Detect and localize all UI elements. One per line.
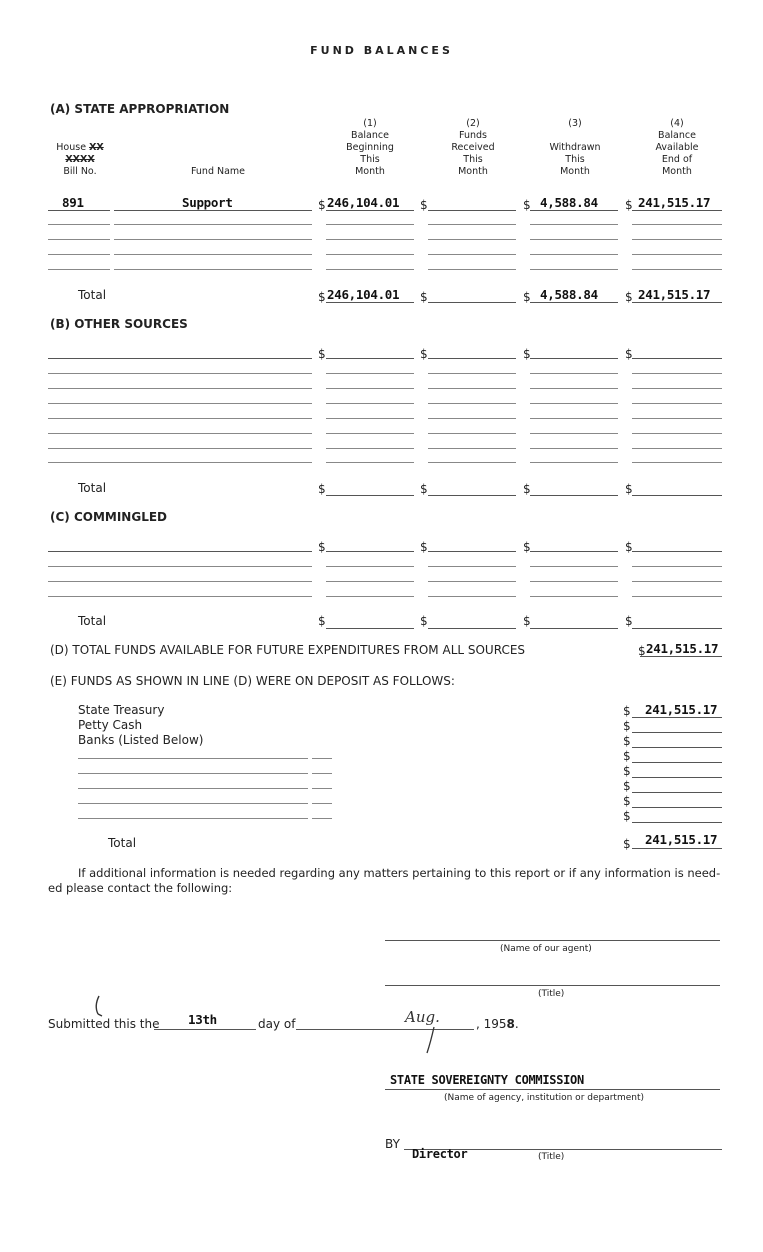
col4-dollar-sign: $ [625,198,633,212]
section-b-total-label: Total [78,481,107,495]
deposit-total-value: 241,515.17 [645,832,718,847]
col1-l3: This [360,154,380,165]
col1-l1: Balance [351,130,389,141]
deposit-dollar-4: $ [623,749,631,763]
col3-l3: Month [560,166,590,177]
agency-line [385,1089,720,1090]
page-title: FUND BALANCES [310,44,453,57]
deposit-dollar-5: $ [623,764,631,778]
col4-header [637,118,717,178]
col2-dollar-sign: $ [420,198,428,212]
col3-dollar-sign: $ [523,198,531,212]
submitted-month-line [296,1029,474,1030]
line-d-label: (D) TOTAL FUNDS AVAILABLE FOR FUTURE EXPENDITURES FROM ALL SOURCES [50,643,526,657]
state-treasury-label: State Treasury [78,703,165,717]
col2-l1: Funds [459,130,487,141]
section-c-total-label: Total [78,614,107,628]
row-col4-value: 241,515.17 [638,195,711,210]
pen-mark-icon [90,994,106,1020]
c-col1-dollar: $ [318,540,326,554]
col3-header [535,118,615,178]
section-a-heading: (A) STATE APPROPRIATION [50,102,230,116]
by-title-value: Director [412,1147,468,1161]
total-a-col1-value: 246,104.01 [327,287,400,302]
info-text-line-2: ed please contact the following: [48,881,233,895]
by-label: BY [385,1137,400,1151]
deposit-dollar-7: $ [623,794,631,808]
by-title-caption: (Title) [538,1152,565,1162]
line-e-label: (E) FUNDS AS SHOWN IN LINE (D) WERE ON DEPOSIT AS FOLLOWS: [50,674,455,688]
b-col4-dollar: $ [625,347,633,361]
bill-no-header [50,142,110,178]
b-col1-dollar: $ [318,347,326,361]
b-col2-dollar: $ [420,347,428,361]
b-total-col1-dollar: $ [318,482,326,496]
b-total-col3-dollar: $ [523,482,531,496]
bill-header-label: Bill No. [63,166,97,177]
c-col4-dollar: $ [625,540,633,554]
total-a-col3-value: 4,588.84 [540,287,598,302]
col2-header [433,118,513,178]
col4-l3: End of [661,154,693,165]
col3-l2: This [565,154,585,165]
agent-name-line [385,940,720,941]
col2-num: (2) [466,118,480,129]
fund-name-value: Support [182,195,233,210]
total-a-col4-value: 241,515.17 [638,287,711,302]
section-b-heading: (B) OTHER SOURCES [50,317,188,331]
total-a-col1-dollar: $ [318,290,326,304]
deposit-dollar-2: $ [623,719,631,733]
line-d-dollar: $ [638,644,646,658]
c-col2-dollar: $ [420,540,428,554]
section-a-total-label: Total [78,288,107,302]
row-col3-value: 4,588.84 [540,195,598,210]
agency-name: STATE SOVEREIGNTY COMMISSION [390,1073,584,1087]
col4-l2: Available [655,142,699,153]
submitted-year-prefix: 195 [483,1017,507,1031]
bill-header-strike-2: XXXX [65,154,95,165]
fund-name-header: Fund Name [190,166,246,177]
col1-l4: Month [355,166,385,177]
deposit-dollar-3: $ [623,734,631,748]
total-a-col3-dollar: $ [523,290,531,304]
deposit-total-underline [632,848,722,849]
agent-title-line [385,985,720,986]
deposit-total-label: Total [108,836,137,850]
col2-l2: Received [451,142,495,153]
b-total-col4-dollar: $ [625,482,633,496]
bill-no-value: 891 [62,195,84,210]
c-col3-dollar: $ [523,540,531,554]
bill-header-strike-1: XX [89,142,104,153]
info-text-line-1: If additional information is needed regarding any matters pertaining to this report or if any information is need- [78,866,721,880]
c-total-col1-dollar: $ [318,614,326,628]
submitted-day-of: day of [258,1017,296,1031]
state-treasury-value: 241,515.17 [645,702,718,717]
b-total-col2-dollar: $ [420,482,428,496]
submitted-prefix: Submitted this the [48,1017,160,1031]
col3-num: (3) [568,118,582,129]
submitted-day-line [154,1029,256,1030]
col4-l1: Balance [658,130,696,141]
deposit-dollar-8: $ [623,809,631,823]
bill-header-house: House [56,142,87,153]
signature-stroke-icon [424,1026,438,1056]
total-a-col4-dollar: $ [625,290,633,304]
submitted-year-last-digit: 8 [506,1017,515,1031]
col4-num: (4) [670,118,684,129]
submitted-month-handwritten: Aug. [405,1008,440,1026]
total-a-col2-dollar: $ [420,290,428,304]
col2-l4: Month [458,166,488,177]
col4-l4: Month [662,166,692,177]
c-total-col4-dollar: $ [625,614,633,628]
c-total-col2-dollar: $ [420,614,428,628]
submitted-period: . [514,1017,519,1031]
line-d-underline [640,656,722,657]
agency-caption: (Name of agency, institution or department) [444,1093,645,1103]
c-total-col3-dollar: $ [523,614,531,628]
col1-num: (1) [363,118,377,129]
b-col3-dollar: $ [523,347,531,361]
col1-l2: Beginning [346,142,394,153]
col1-dollar-sign: $ [318,198,326,212]
line-d-value: 241,515.17 [646,641,719,656]
agent-title-caption: (Title) [538,989,565,999]
petty-cash-label: Petty Cash [78,718,143,732]
col3-l1: Withdrawn [549,142,601,153]
col2-l3: This [463,154,483,165]
banks-label: Banks (Listed Below) [78,733,204,747]
submitted-day-value: 13th [188,1012,217,1027]
section-c-heading: (C) COMMINGLED [50,510,168,524]
col1-header [330,118,410,178]
deposit-dollar-6: $ [623,779,631,793]
agent-name-caption: (Name of our agent) [500,944,592,954]
submitted-year: , 1958. [476,1017,519,1031]
row-col1-value: 246,104.01 [327,195,400,210]
deposit-total-dollar: $ [623,837,631,851]
treasury-dollar: $ [623,704,631,718]
